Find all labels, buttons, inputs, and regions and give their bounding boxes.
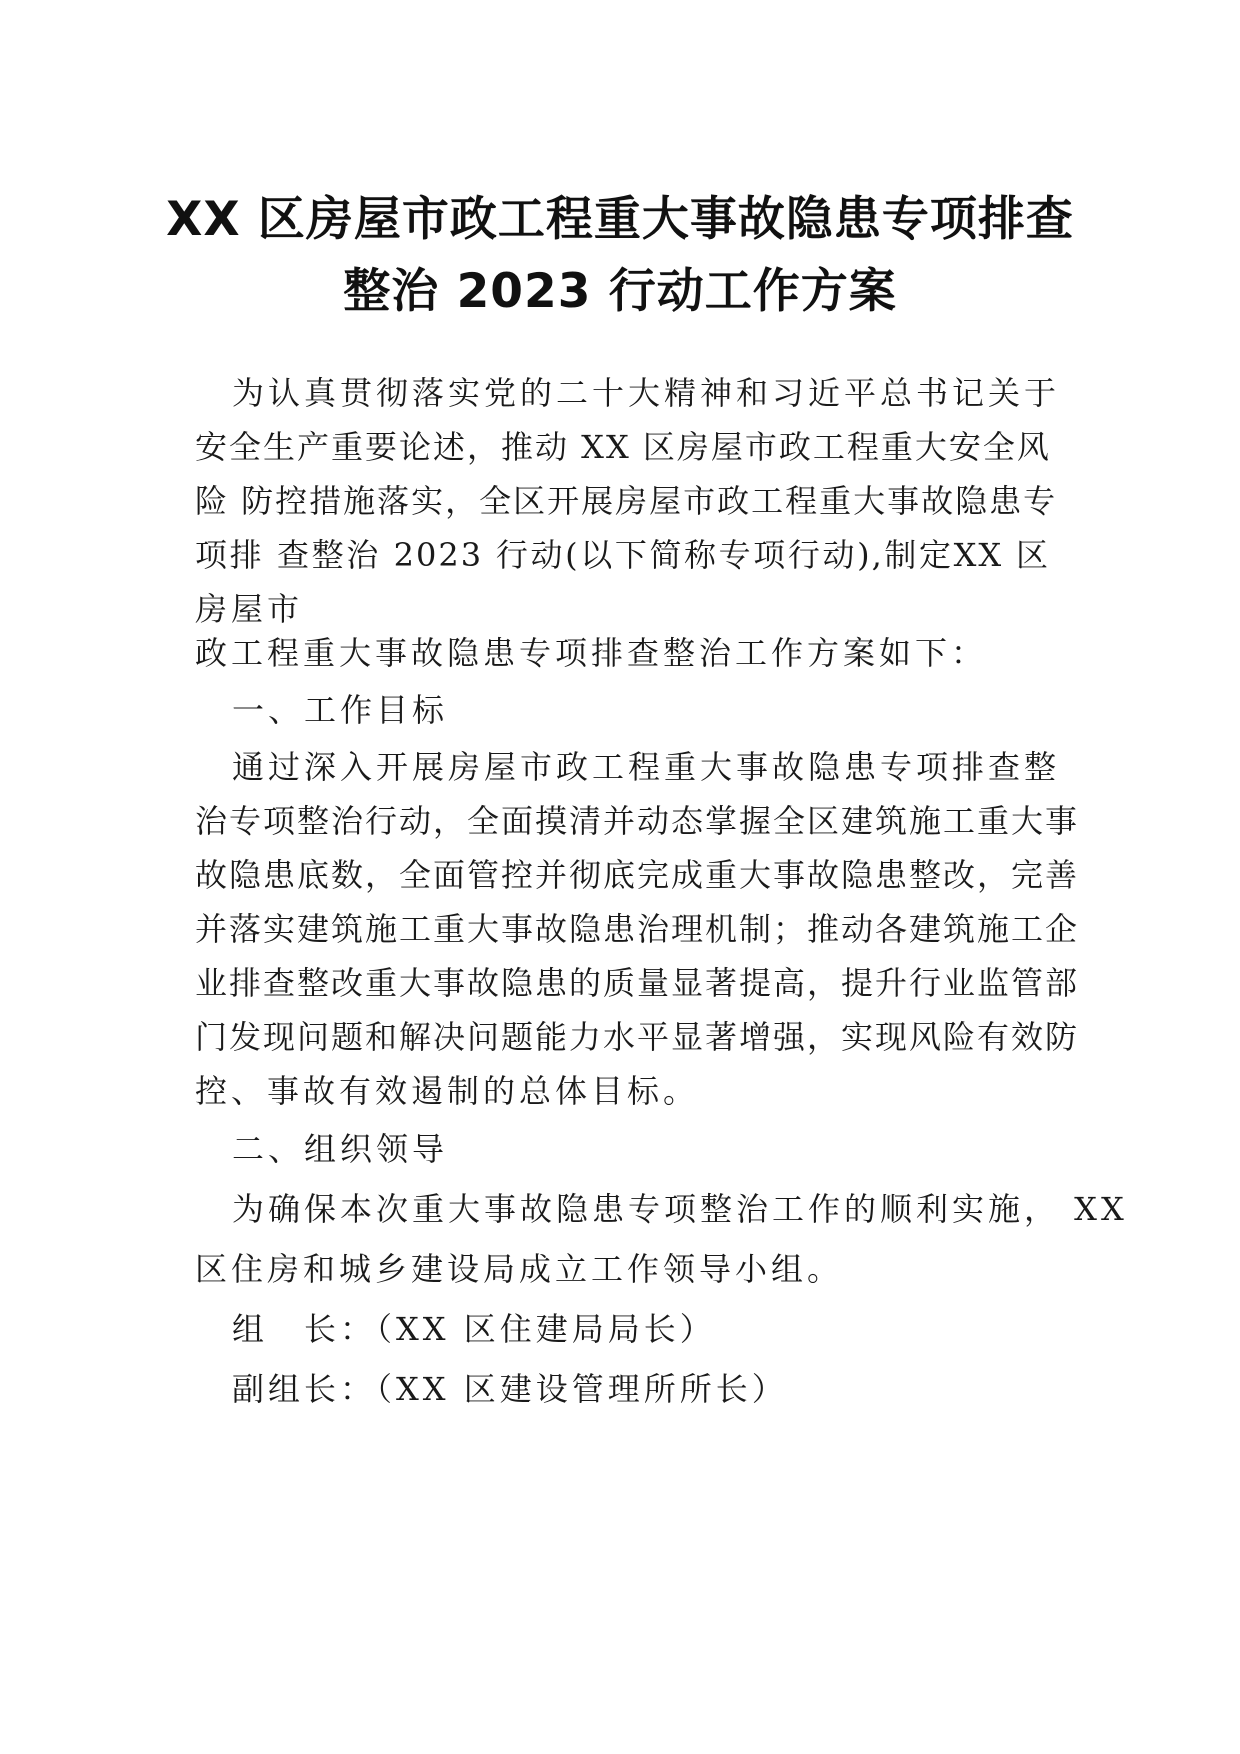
section-1-line-3: 故隐患底数，全面管控并彻底完成重大事故隐患整改，完善 — [195, 856, 1080, 894]
intro-line-4: 项排 查整治 2023 行动(以下简称专项行动),制定XX 区 — [195, 536, 1050, 574]
section-1-line-4: 并落实建筑施工重大事故隐患治理机制；推动各建筑施工企 — [195, 910, 1080, 948]
intro-line-2: 安全生产重要论述，推动 XX 区房屋市政工程重大安全风 — [195, 428, 1051, 466]
section-1-line-6: 门发现问题和解决问题能力水平显著增强，实现风险有效防 — [195, 1018, 1080, 1056]
section-2-line-1: 为确保本次重大事故隐患专项整治工作的顺利实施， XX — [232, 1190, 1128, 1228]
intro-line-1: 为认真贯彻落实党的二十大精神和习近平总书记关于 — [232, 374, 1061, 412]
leader-line: 组 长：（XX 区住建局局长） — [232, 1310, 716, 1348]
section-1-line-7: 控、事故有效遏制的总体目标。 — [195, 1072, 700, 1110]
section-1-line-2: 治专项整治行动，全面摸清并动态掌握全区建筑施工重大事 — [195, 802, 1080, 840]
deputy-leader-line: 副组长：（XX 区建设管理所所长） — [232, 1370, 788, 1408]
intro-line-3: 险 防控措施落实，全区开展房屋市政工程重大事故隐患专 — [195, 482, 1058, 520]
section-2-heading: 二、组织领导 — [232, 1130, 449, 1168]
document-title-line-2: 整治 2023 行动工作方案 — [343, 264, 897, 319]
section-1-heading: 一、工作目标 — [232, 691, 449, 729]
intro-line-5: 房屋市 — [195, 590, 304, 628]
intro-line-6: 政工程重大事故隐患专项排查整治工作方案如下： — [195, 634, 988, 672]
section-2-line-2: 区住房和城乡建设局成立工作领导小组。 — [195, 1250, 844, 1288]
section-1-line-1: 通过深入开展房屋市政工程重大事故隐患专项排查整 — [232, 748, 1061, 786]
document-title-line-1: XX 区房屋市政工程重大事故隐患专项排查 — [166, 192, 1074, 247]
section-1-line-5: 业排查整改重大事故隐患的质量显著提高，提升行业监管部 — [195, 964, 1080, 1002]
